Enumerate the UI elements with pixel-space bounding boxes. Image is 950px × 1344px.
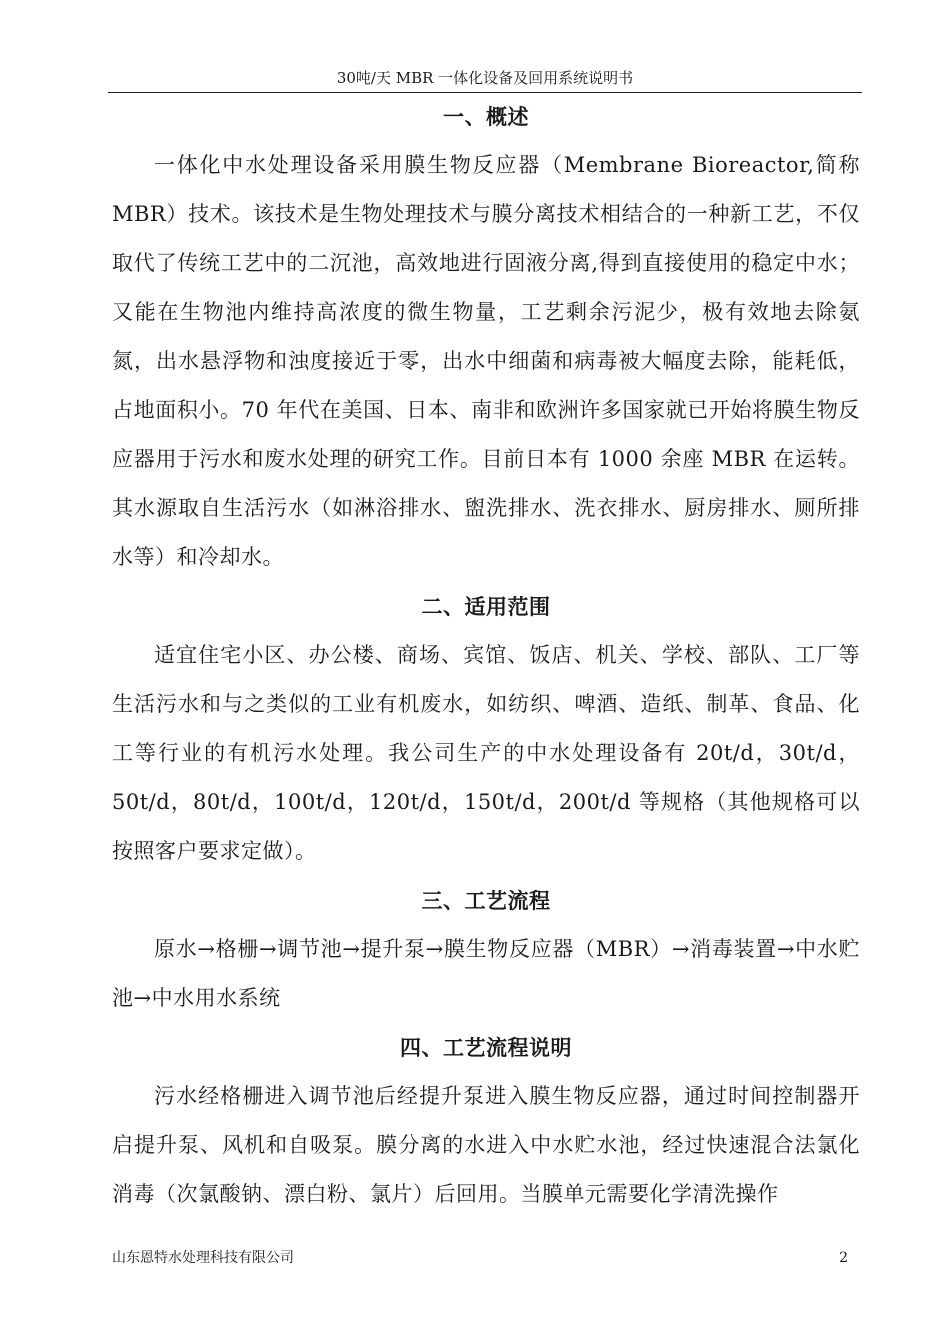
- scope-paragraph: 适宜住宅小区、办公楼、商场、宾馆、饭店、机关、学校、部队、工厂等生活污水和与之类似的工业有机废水，如纺织、啤酒、造纸、制革、食品、化工等行业的有机污水处理。我公司生产的中水处理设备有 20t/d，30t/d，50t/d，80t/d，100t/d，120t/d，150t/d，200t/d 等规格（其他规格可以按照客户要求定做）。: [112, 643, 860, 863]
- section-heading-scope: 二、适用范围: [421, 594, 551, 619]
- footer-page-number: 2: [839, 1250, 848, 1266]
- section-heading-process-description: 四、工艺流程说明: [400, 1035, 572, 1060]
- section-heading-process-flow: 三、工艺流程: [421, 888, 551, 913]
- process-flow-paragraph: 原水→格栅→调节池→提升泵→膜生物反应器（MBR）→消毒装置→中水贮池→中水用水系统: [112, 937, 860, 1010]
- overview-paragraph: 一体化中水处理设备采用膜生物反应器（Membrane Bioreactor,简称 MBR）技术。该技术是生物处理技术与膜分离技术相结合的一种新工艺，不仅取代了传统工艺中的二沉池，高效地进行固液分离,得到直接使用的稳定中水；又能在生物池内维持高浓度的微生物量，工艺剩余污泥少，极有效地去除氨氮，出水悬浮物和浊度接近于零，出水中细菌和病毒被大幅度去除，能耗低，占地面积小。70 年代在美国、日本、南非和欧洲许多国家就已开始将膜生物反应器用于污水和废水处理的研究工作。目前日本有 1000 余座 MBR 在运转。其水源取自生活污水（如淋浴排水、盥洗排水、洗衣排水、厨房排水、厕所排水等）和冷却水。: [112, 153, 860, 569]
- footer-company-name: 山东恩特水处理科技有限公司: [112, 1250, 294, 1266]
- process-description-paragraph: 污水经格栅进入调节池后经提升泵进入膜生物反应器，通过时间控制器开启提升泵、风机和自吸泵。膜分离的水进入中水贮水池，经过快速混合法氯化消毒（次氯酸钠、漂白粉、氯片）后回用。当膜单元需要化学清洗操作: [112, 1084, 860, 1206]
- running-header-title: 30吨/天 MBR 一体化设备及回用系统说明书: [336, 69, 634, 87]
- document-body: [112, 92, 860, 1219]
- section-heading-overview: 一、概述: [443, 104, 529, 129]
